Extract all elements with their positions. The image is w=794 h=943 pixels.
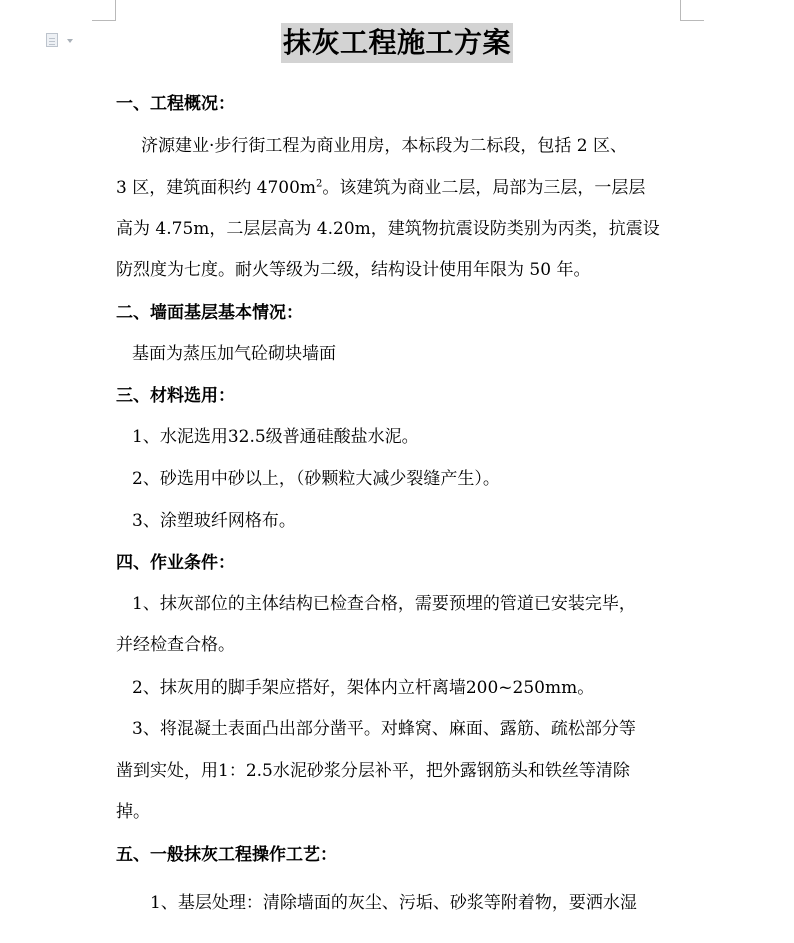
section-heading-1: 一、工程概况： bbox=[116, 94, 235, 114]
paragraph-line bbox=[116, 176, 645, 200]
crop-mark-left-vertical bbox=[115, 0, 116, 20]
paragraph-line: 基面为蒸压加气砼砌块墙面 bbox=[132, 344, 336, 364]
title-container bbox=[0, 23, 794, 63]
list-item: 3、涂塑玻纤网格布。 bbox=[132, 511, 296, 531]
list-item: 1、水泥选用32.5级普通硅酸盐水泥。 bbox=[132, 427, 419, 447]
section-heading-2: 二、墙面基层基本情况： bbox=[116, 303, 303, 323]
superscript: 2 bbox=[316, 178, 323, 190]
section-heading-4: 四、作业条件： bbox=[116, 553, 235, 573]
paragraph-line: 济源建业·步行街工程为商业用房，本标段为二标段，包括 2 区、 bbox=[141, 136, 628, 156]
paragraph-line: 掉。 bbox=[116, 802, 150, 822]
paragraph-line: 防烈度为七度。耐火等级为二级，结构设计使用年限为 50 年。 bbox=[116, 260, 591, 280]
list-item: 2、砂选用中砂以上，（砂颗粒大减少裂缝产生）。 bbox=[132, 469, 500, 489]
list-item: 1、基层处理：清除墙面的灰尘、污垢、砂浆等附着物，要洒水湿 bbox=[150, 893, 637, 913]
list-item: 1、抹灰部位的主体结构已检查合格，需要预埋的管道已安装完毕， bbox=[132, 594, 636, 614]
paragraph-line: 凿到实处，用1：2.5水泥砂浆分层补平，把外露钢筋头和铁丝等清除 bbox=[116, 761, 630, 781]
paragraph-text: 。该建筑为商业二层，局部为三层，一层层 bbox=[322, 178, 646, 198]
paragraph-text: 3 区，建筑面积约 4700m bbox=[116, 178, 317, 198]
section-heading-3: 三、材料选用： bbox=[116, 386, 235, 406]
paragraph-line: 并经检查合格。 bbox=[116, 635, 235, 655]
crop-mark-left-horizontal bbox=[92, 20, 116, 21]
section-heading-5: 五、一般抹灰工程操作工艺： bbox=[116, 845, 337, 865]
paragraph-line: 高为 4.75m，二层层高为 4.20m，建筑物抗震设防类别为丙类，抗震设 bbox=[116, 219, 660, 239]
document-title: 抹灰工程施工方案 bbox=[281, 23, 513, 63]
crop-mark-right-horizontal bbox=[680, 20, 704, 21]
list-item: 2、抹灰用的脚手架应搭好，架体内立杆离墙200~250mm。 bbox=[132, 678, 595, 698]
crop-mark-right-vertical bbox=[680, 0, 681, 20]
list-item: 3、将混凝土表面凸出部分凿平。对蜂窝、麻面、露筋、疏松部分等 bbox=[132, 719, 636, 739]
